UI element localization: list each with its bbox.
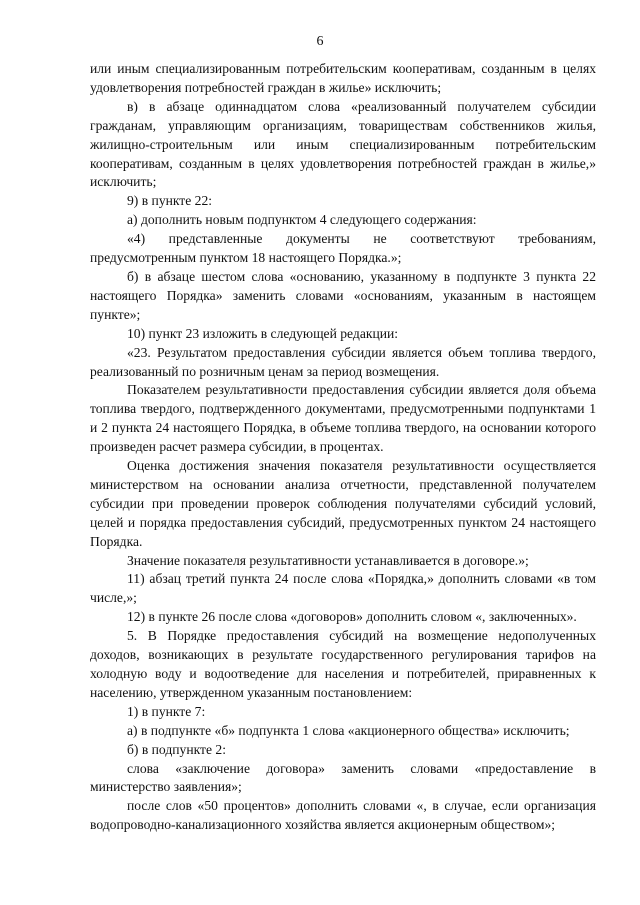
paragraph: слова «заключение договора» заменить словами «предоставление в министерство заявления»; xyxy=(90,760,596,795)
paragraph: Показателем результативности предоставления субсидии является доля объема топлива твердого, подтвержденного документами, предусмотренными подпунктами 1 и 2 пункта 24 настоящего Порядка, в объеме топлива твердого, на основании которого произведен расчет размера субсидии, в процентах. xyxy=(90,382,596,455)
paragraph: «4) представленные документы не соответствуют требованиям, предусмотренным пунктом 18 настоящего Порядка.»; xyxy=(90,231,596,266)
paragraph: или иным специализированным потребительским кооперативам, созданным в целях удовлетворения потребностей граждан в жилье» исключить; xyxy=(90,61,596,95)
paragraph: Значение показателя результативности устанавливается в договоре.»; xyxy=(127,552,529,568)
paragraph: после слов «50 процентов» дополнить словами «, в случае, если организация водопроводно-канализационного хозяйства является акционерным обществом»; xyxy=(90,798,596,833)
paragraph: 9) в пункте 22: xyxy=(127,193,213,209)
paragraph: 12) в пункте 26 после слова «договоров» дополнить словом «, заключенных». xyxy=(127,609,577,625)
paragraph: б) в подпункте 2: xyxy=(127,741,226,757)
paragraph: 1) в пункте 7: xyxy=(127,703,206,719)
paragraph: 11) абзац третий пункта 24 после слова «Порядка,» дополнить словами «в том числе,»; xyxy=(90,571,596,606)
paragraph: Оценка достижения значения показателя результативности осуществляется министерством на основании анализа отчетности, представленной получателем субсидии при проведении проверок соблюдения получателями субсидий условий, целей и порядка предоставления субсидий, предусмотренных пунктом 24 настоящего Порядка. xyxy=(90,458,596,549)
paragraph: в) в абзаце одиннадцатом слова «реализованный получателем субсидии гражданам, управляющим организациям, товариществам собственников жилья, жилищно-строительным или иным специализированным потребительским кооперативам, созданным в целях удовлетворения потребностей граждан в жилье,» исключить; xyxy=(90,98,596,190)
paragraph: 5. В Порядке предоставления субсидий на возмещение недополученных доходов, возникающих в результате государственного регулирования тарифов на холодную воду и водоотведение для населения и потребителей, приравненных к населению, утвержденном указанным постановлением: xyxy=(90,628,596,700)
paragraph: а) в подпункте «б» подпункта 1 слова «акционерного общества» исключить; xyxy=(127,722,570,738)
paragraph: «23. Результатом предоставления субсидии является объем топлива твердого, реализованный по розничным ценам за период возмещения. xyxy=(90,344,596,379)
paragraph: 10) пункт 23 изложить в следующей редакции: xyxy=(127,325,399,341)
paragraph: а) дополнить новым подпунктом 4 следующего содержания: xyxy=(127,212,477,228)
page-number: 6 xyxy=(316,34,324,49)
document-body xyxy=(90,60,596,835)
paragraph: б) в абзаце шестом слова «основанию, указанному в подпункте 3 пункта 22 настоящего Порядка» заменить словами «основаниям, указанным в настоящем пункте»; xyxy=(90,268,596,322)
